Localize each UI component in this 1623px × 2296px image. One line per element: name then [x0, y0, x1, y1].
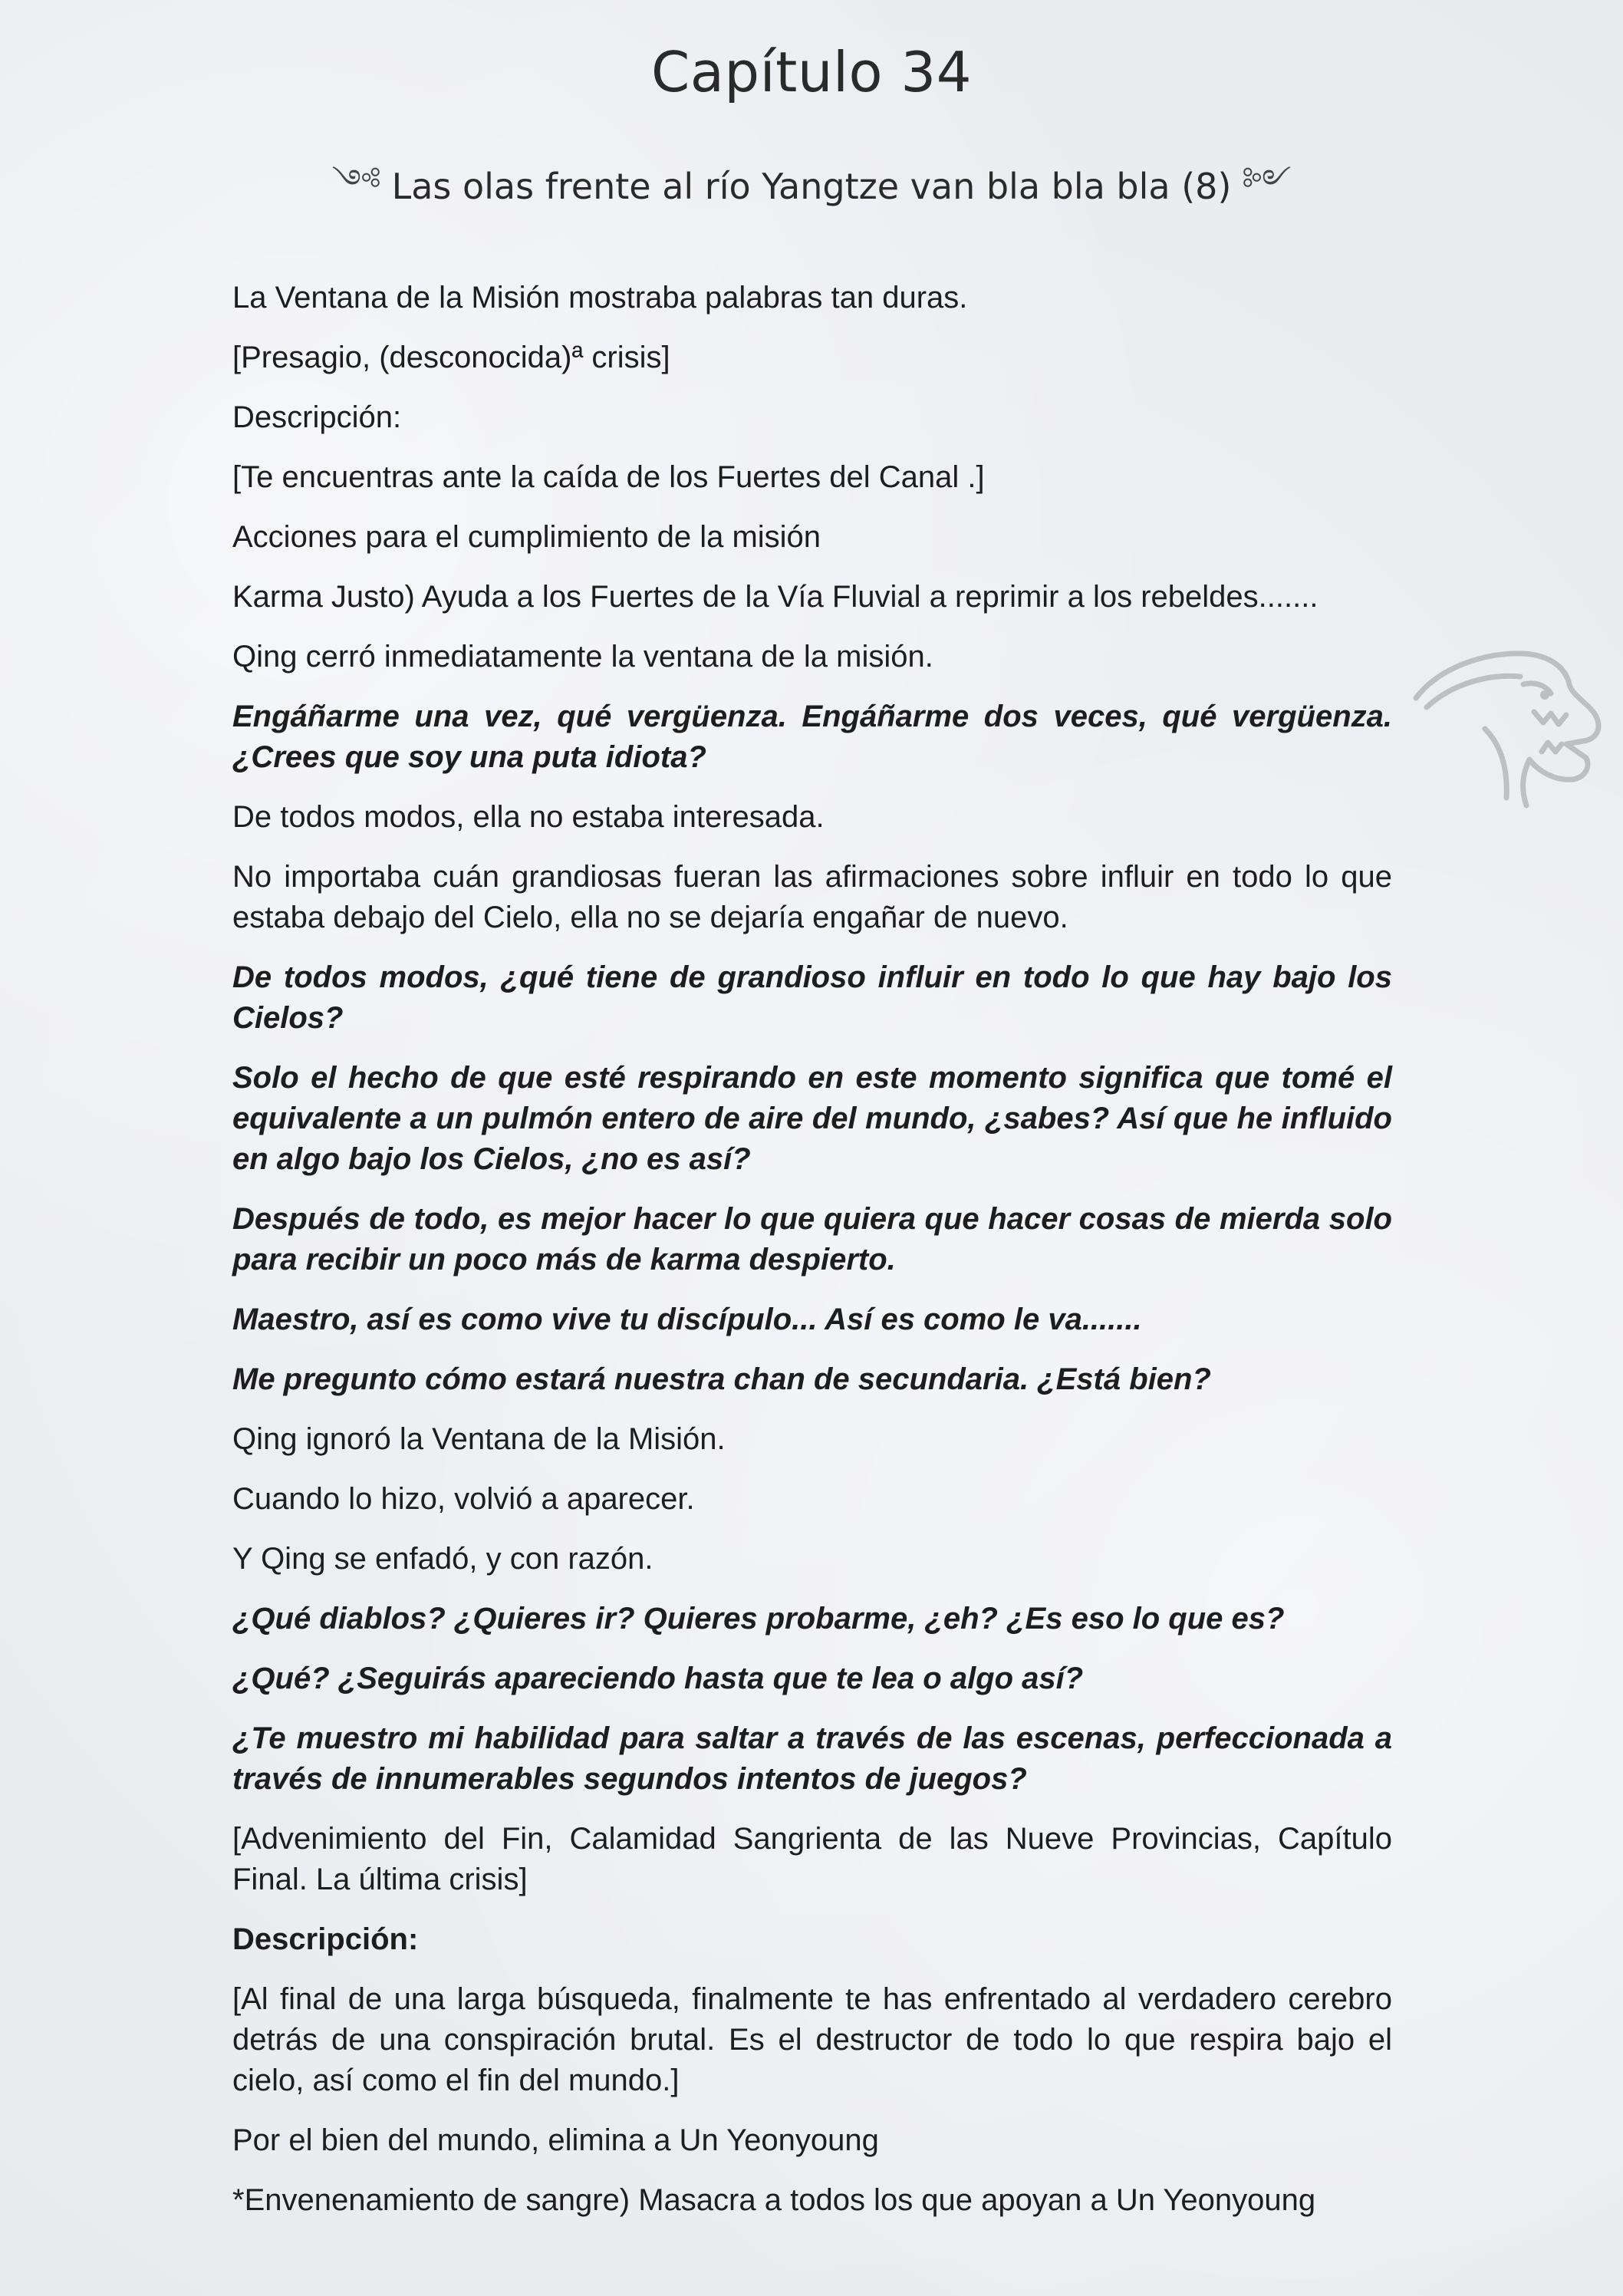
body-paragraph: [Te encuentras ante la caída de los Fuertes del Canal .]	[232, 460, 985, 494]
thought-paragraph: Después de todo, es mejor hacer lo que quiera que hacer cosas de mierda solo para recibir un poco más de karma despierto.	[232, 1202, 1392, 1276]
body-paragraph: Cuando lo hizo, volvió a aparecer.	[232, 1482, 695, 1516]
body-paragraph: De todos modos, ella no estaba interesada.	[232, 800, 825, 834]
body-paragraph: Qing cerró inmediatamente la ventana de la misión.	[232, 640, 933, 674]
body-paragraph: [Al final de una larga búsqueda, finalmente te has enfrentado al verdadero cerebro detrás de una conspiración brutal. Es el destructor de todo lo que respira bajo el cielo, así como el fin del mundo.]	[232, 1982, 1392, 2097]
body-paragraph: No importaba cuán grandiosas fueran las afirmaciones sobre influir en todo lo que estaba debajo del Cielo, ella no se dejaría engañar de nuevo.	[232, 860, 1392, 934]
thought-paragraph: ¿Qué diablos? ¿Quieres ir? Quieres probarme, ¿eh? ¿Es eso lo que es?	[232, 1602, 1285, 1636]
body-paragraph: Qing ignoró la Ventana de la Misión.	[232, 1422, 726, 1456]
chapter-subtitle-text: Las olas frente al río Yangtze van bla bla bla (8)	[391, 166, 1232, 207]
thought-paragraph: Me pregunto cómo estará nuestra chan de secundaria. ¿Está bien?	[232, 1362, 1211, 1396]
chapter-body	[232, 278, 1392, 2240]
ornament-left-icon: ༺	[331, 163, 381, 199]
thought-paragraph: Engáñarme una vez, qué vergüenza. Engáñarme dos veces, qué vergüenza. ¿Crees que soy una puta idiota?	[232, 700, 1392, 774]
thought-paragraph: Maestro, así es como vive tu discípulo... Así es como le va.......	[232, 1303, 1142, 1336]
dinosaur-head-watermark-icon	[1408, 637, 1608, 828]
thought-paragraph: ¿Te muestro mi habilidad para saltar a través de las escenas, perfeccionada a través de innumerables segundos intentos de juegos?	[232, 1721, 1392, 1796]
thought-paragraph: De todos modos, ¿qué tiene de grandioso influir en todo lo que hay bajo los Cielos?	[232, 960, 1392, 1035]
chapter-title: Capítulo 34	[650, 40, 973, 104]
body-paragraph: La Ventana de la Misión mostraba palabras tan duras.	[232, 281, 968, 315]
body-paragraph: Descripción:	[232, 400, 402, 434]
thought-paragraph: ¿Qué? ¿Seguirás apareciendo hasta que te lea o algo así?	[232, 1662, 1084, 1695]
body-paragraph: Acciones para el cumplimiento de la misión	[232, 520, 821, 554]
section-label: Descripción:	[232, 1922, 419, 1956]
chapter-subtitle	[0, 146, 1623, 232]
thought-paragraph: Solo el hecho de que esté respirando en este momento significa que tomé el equivalente a un pulmón entero de aire del mundo, ¿sabes? Así que he influido en algo bajo los Cielos, ¿no es así?	[232, 1061, 1392, 1176]
body-paragraph: Y Qing se enfadó, y con razón.	[232, 1542, 653, 1576]
ornament-right-icon: ༻	[1242, 163, 1292, 199]
body-paragraph: [Presagio, (desconocida)ª crisis]	[232, 341, 670, 374]
body-paragraph: Karma Justo) Ayuda a los Fuertes de la Vía Fluvial a reprimir a los rebeldes.......	[232, 580, 1318, 614]
body-paragraph: Por el bien del mundo, elimina a Un Yeonyoung	[232, 2123, 879, 2157]
body-paragraph: [Advenimiento del Fin, Calamidad Sangrienta de las Nueve Provincias, Capítulo Final. La última crisis]	[232, 1822, 1392, 1896]
body-paragraph: *Envenenamiento de sangre) Masacra a todos los que apoyan a Un Yeonyoung	[232, 2183, 1316, 2217]
